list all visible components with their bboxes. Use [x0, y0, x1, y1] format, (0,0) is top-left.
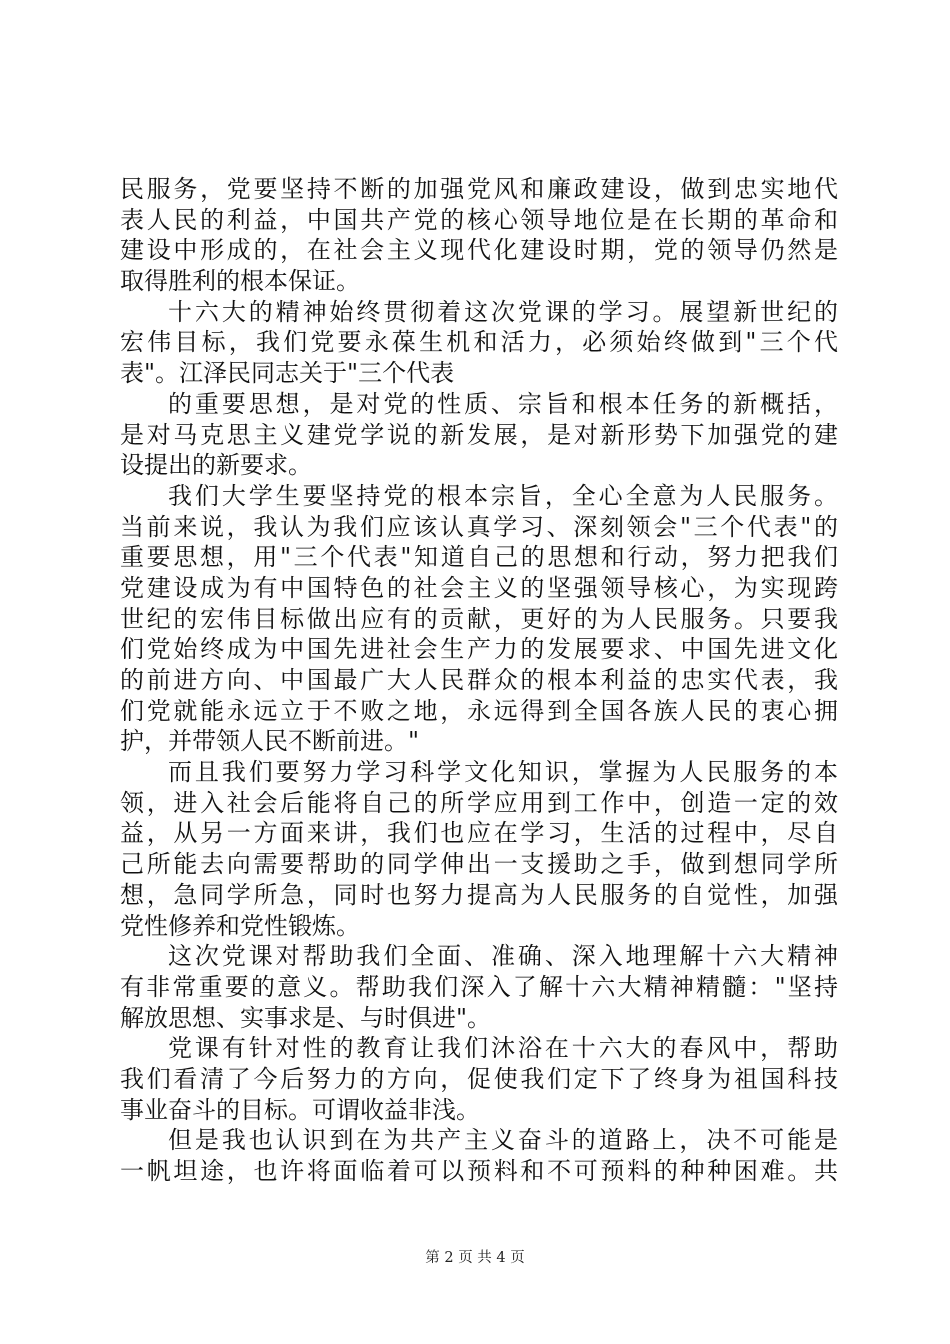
- text-line: 们党始终成为中国先进社会生产力的发展要求、中国先进文化: [120, 635, 838, 664]
- page-footer: 第 2 页 共 4 页: [425, 1250, 525, 1266]
- text-line: 益，从另一方面来讲，我们也应在学习，生活的过程中，尽自: [120, 819, 838, 848]
- text-line: 们党就能永远立于不败之地，永远得到全国各族人民的衷心拥: [120, 696, 838, 725]
- text-line: 我们看清了今后努力的方向，促使我们定下了终身为祖国科技: [120, 1064, 838, 1093]
- text-line: 是对马克思主义建党学说的新发展，是对新形势下加强党的建: [120, 420, 838, 449]
- text-line: 领，进入社会后能将自己的所学应用到工作中，创造一定的效: [120, 788, 838, 817]
- text-line: 的重要思想，是对党的性质、宗旨和根本任务的新概括，: [168, 389, 838, 418]
- document-body: [120, 174, 838, 1187]
- text-line: 己所能去向需要帮助的同学伸出一支援助之手，做到想同学所: [120, 850, 838, 879]
- text-line: 表人民的利益，中国共产党的核心领导地位是在长期的革命和: [120, 205, 838, 234]
- text-line: 这次党课对帮助我们全面、准确、深入地理解十六大精神: [168, 942, 838, 971]
- text-line: 党性修养和党性锻炼。: [120, 911, 360, 940]
- text-line: 世纪的宏伟目标做出应有的贡献，更好的为人民服务。只要我: [120, 604, 838, 633]
- text-line: 想，急同学所急，同时也努力提高为人民服务的自觉性，加强: [120, 880, 838, 909]
- text-line: 我们大学生要坚持党的根本宗旨，全心全意为人民服务。: [168, 481, 838, 510]
- text-line: 重要思想，用"三个代表"知道自己的思想和行动，努力把我们: [120, 543, 838, 572]
- text-line: 十六大的精神始终贯彻着这次党课的学习。展望新世纪的: [168, 297, 838, 326]
- text-line: 党课有针对性的教育让我们沐浴在十六大的春风中，帮助: [168, 1034, 838, 1063]
- text-line: 当前来说，我认为我们应该认真学习、深刻领会"三个代表"的: [120, 512, 838, 541]
- text-line: 党建设成为有中国特色的社会主义的坚强领导核心，为实现跨: [120, 573, 838, 602]
- text-line: 表"。江泽民同志关于"三个代表: [120, 359, 455, 388]
- text-line: 解放思想、实事求是、与时俱进"。: [120, 1003, 492, 1032]
- text-line: 宏伟目标，我们党要永葆生机和活力，必须始终做到"三个代: [120, 328, 838, 357]
- text-line: 事业奋斗的目标。可谓收益非浅。: [120, 1095, 480, 1124]
- text-line: 取得胜利的根本保证。: [120, 267, 360, 296]
- text-line: 建设中形成的，在社会主义现代化建设时期，党的领导仍然是: [120, 236, 838, 265]
- text-line: 民服务，党要坚持不断的加强党风和廉政建设，做到忠实地代: [120, 175, 838, 203]
- text-line: 有非常重要的意义。帮助我们深入了解十六大精神精髓："坚持: [120, 972, 838, 1001]
- text-line: 的前进方向、中国最广大人民群众的根本利益的忠实代表，我: [120, 666, 838, 694]
- text-line: 一帆坦途，也许将面临着可以预料和不可预料的种种困难。共: [120, 1157, 838, 1185]
- text-line: 设提出的新要求。: [120, 451, 312, 480]
- text-line: 而且我们要努力学习科学文化知识，掌握为人民服务的本: [168, 758, 838, 787]
- text-line: 护，并带领人民不断前进。": [120, 727, 420, 756]
- text-line: 但是我也认识到在为共产主义奋斗的道路上，决不可能是: [168, 1126, 838, 1155]
